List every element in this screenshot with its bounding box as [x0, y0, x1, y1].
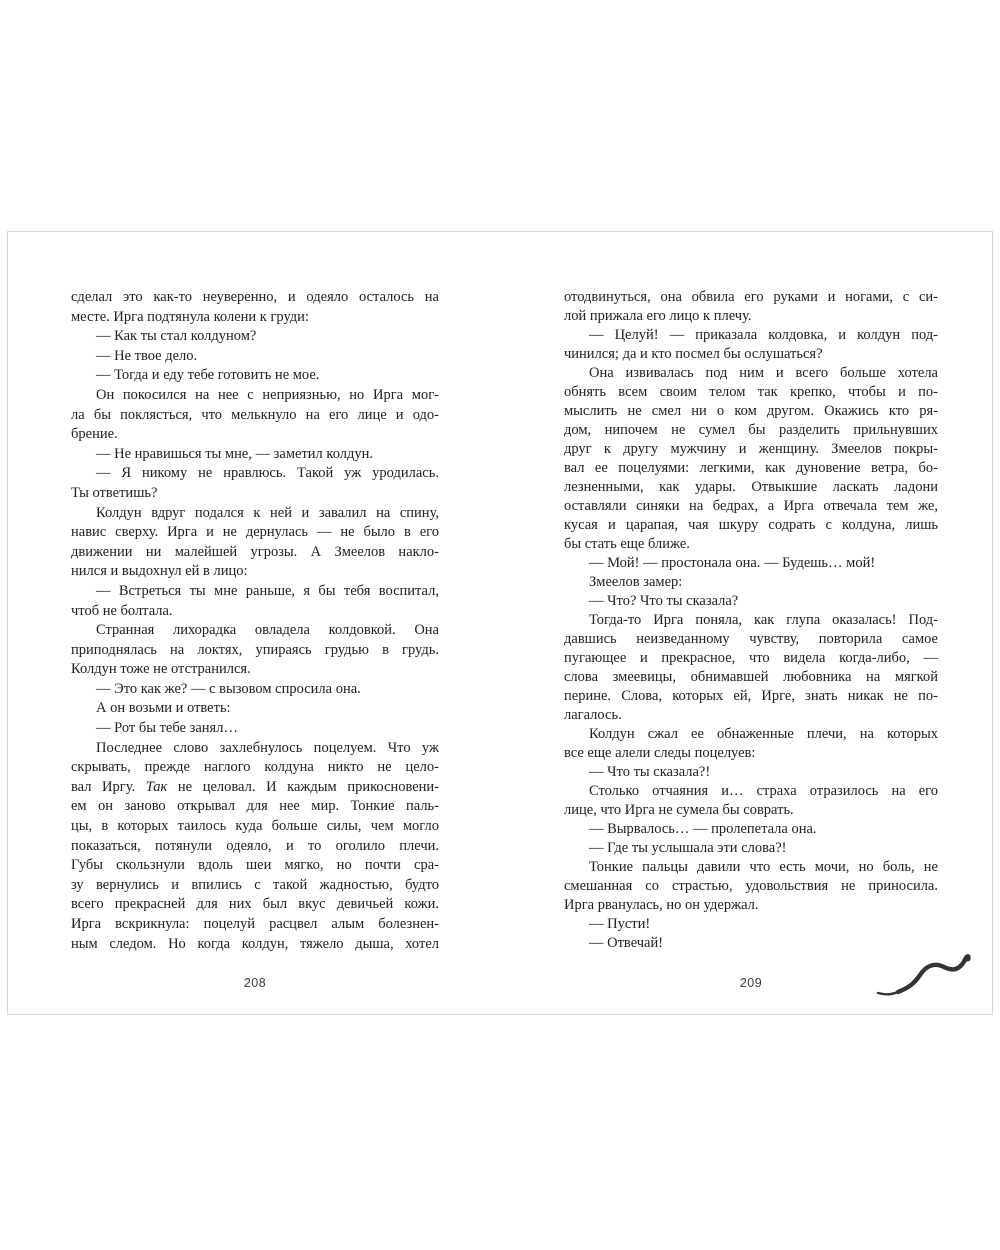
text-line: лагалось.: [564, 707, 622, 723]
text-line: нился и выдохнул ей в лицо:: [71, 563, 248, 580]
text-line: пугающее и прекрасное, что видела когда-либо, —: [564, 650, 938, 666]
text-line: Он покосился на нее с неприязнью, но Ирга мог-: [96, 386, 439, 403]
text-line: Ирга рванулась, но он удержал.: [564, 897, 759, 913]
text-line: приподнялась на локтях, упираясь грудью в грудь.: [71, 641, 439, 658]
page-number-right: 209: [739, 976, 763, 990]
text-line: — Как ты стал колдуном?: [96, 328, 257, 345]
text-line: Странная лихорадка овладела колдовкой. Она: [96, 622, 439, 639]
text-line: друг к другу мужчину и женщину. Змеелов покры-: [564, 441, 938, 457]
text-line: месте. Ирга подтянула колени к груди:: [71, 308, 309, 325]
text-line: Колдун тоже не отстранился.: [71, 661, 251, 678]
text-line: брение.: [71, 426, 118, 443]
text-line: скрывать, прежде наглого колдуна никто не цело-: [71, 759, 439, 776]
text-line: ла бы поклясться, что мелькнуло на его лице и одо-: [71, 406, 439, 423]
text-line: чтоб не болтала.: [71, 602, 173, 619]
text-line: вал Иргу. Так не целовал. И каждым прикосновени-: [71, 778, 440, 795]
text-line: Тогда-то Ирга поняла, как глупа оказалась! Под-: [589, 612, 938, 628]
text-line: вал ее поцелуями: легкими, как дуновение ветра, бо-: [564, 460, 938, 476]
text-line: Ирга вскрикнула: поцелуй расцвел алым болезнен-: [71, 916, 439, 932]
text-line: оставляли синяки на бедрах, а Ирга отвечала тем же,: [564, 498, 938, 514]
text-line: мыслить не смел ни о ком другом. Окажись кто ря-: [564, 403, 938, 419]
page-right-text: [564, 288, 938, 953]
text-line: сделал это как-то неуверенно, и одеяло осталось на: [71, 289, 439, 305]
text-line: — Целуй! — приказала колдовка, и колдун под-: [589, 327, 938, 343]
text-line: — Вырвалось… — пролепетала она.: [589, 821, 817, 837]
text-line: Колдун сжал ее обнаженные плечи, на которых: [589, 726, 938, 742]
text-line: слова змеевицы, обнимавшей любовника на мягкой: [564, 669, 938, 685]
snake-squiggle-icon: [874, 942, 984, 1004]
text-line: Змеелов замер:: [589, 574, 683, 590]
text-line: — Что ты сказала?!: [589, 764, 711, 780]
text-line: отодвинуться, она обвила его руками и ногами, с си-: [564, 289, 938, 305]
text-line: лице, что Ирга не сумела бы соврать.: [564, 802, 794, 818]
text-line: Тонкие пальцы давили что есть мочи, но боль, не: [589, 859, 938, 875]
text-line: Губы скользнули вдоль шеи мягко, но почти сра-: [71, 857, 439, 874]
text-line: — Не нравишься ты мне, — заметил колдун.: [96, 445, 374, 462]
text-line: — Мой! — простонала она. — Будешь… мой!: [589, 555, 876, 571]
text-line: смешанная со страстью, удовольствия не приносила.: [564, 878, 938, 894]
text-line: — Тогда и еду тебе готовить не мое.: [96, 367, 320, 384]
text-line: — Рот бы тебе занял…: [96, 720, 238, 737]
text-line: — Что? Что ты сказала?: [589, 593, 739, 609]
text-line: Ты ответишь?: [71, 484, 158, 501]
text-line: — Пусти!: [589, 916, 651, 932]
text-line: — Где ты услышала эти слова?!: [589, 840, 787, 856]
text-line: давшись неизведанному чувству, повторила самое: [564, 631, 938, 647]
text-line: перине. Слова, которых ей, Ирге, знать никак не по-: [564, 688, 938, 704]
text-line: А он возьми и ответь:: [96, 700, 231, 717]
text-line: обнять всем своим телом так крепко, чтобы и по-: [564, 384, 938, 400]
page-number-left: 208: [243, 976, 267, 990]
text-line: — Я никому не нравлюсь. Такой уж уродилась.: [96, 465, 439, 482]
text-line: дом, нипочем не сумел бы разделить прильнувших: [564, 422, 938, 438]
text-line: лезненными, как удары. Отвыкшие ласкать ладони: [564, 479, 938, 495]
text-line: Она извивалась под ним и всего больше хотела: [589, 365, 938, 381]
text-line: ем он заново открывал для нее мир. Тонкие паль-: [71, 798, 439, 815]
text-line: все еще алели следы поцелуев:: [564, 745, 756, 761]
text-line: Последнее слово захлебнулось поцелуем. Что уж: [96, 739, 439, 756]
page-left-text: [71, 288, 439, 954]
text-line: ным следом. Но когда колдун, тяжело дыша, хотел: [71, 935, 439, 952]
text-line: зу вернулись и впились с такой жадностью, будто: [71, 876, 439, 893]
book-spread-frame: [7, 231, 993, 1015]
text-line: — Отвечай!: [589, 935, 664, 951]
text-line: — Встреться ты мне раньше, я бы тебя воспитал,: [96, 582, 439, 599]
text-line: кусая и царапая, чая шкуру содрать с колдуна, лишь: [564, 517, 938, 533]
text-line: навис сверху. Ирга и не дернулась — не было в его: [71, 524, 439, 541]
text-line: бы стать еще ближе.: [564, 536, 690, 552]
text-line: — Это как же? — с вызовом спросила она.: [96, 680, 361, 697]
text-line: лой прижала его лицо к плечу.: [564, 308, 752, 324]
text-line: всего прекрасней для них был вкус девичьей кожи.: [71, 896, 439, 913]
text-line: Столько отчаяния и… страха отразилось на его: [589, 783, 938, 799]
text-line: — Не твое дело.: [96, 347, 198, 364]
text-line: цы, в которых таилось куда больше силы, чем могло: [71, 818, 439, 835]
text-line: чинился; да и кто посмел бы ослушаться?: [564, 346, 823, 362]
text-line: показаться, потянули одеяло, и то оголило плечи.: [71, 837, 439, 854]
text-line: Колдун вдруг подался к ней и завалил на спину,: [96, 504, 439, 521]
text-line: движении ни малейшей угрозы. А Змеелов накло-: [71, 543, 439, 560]
